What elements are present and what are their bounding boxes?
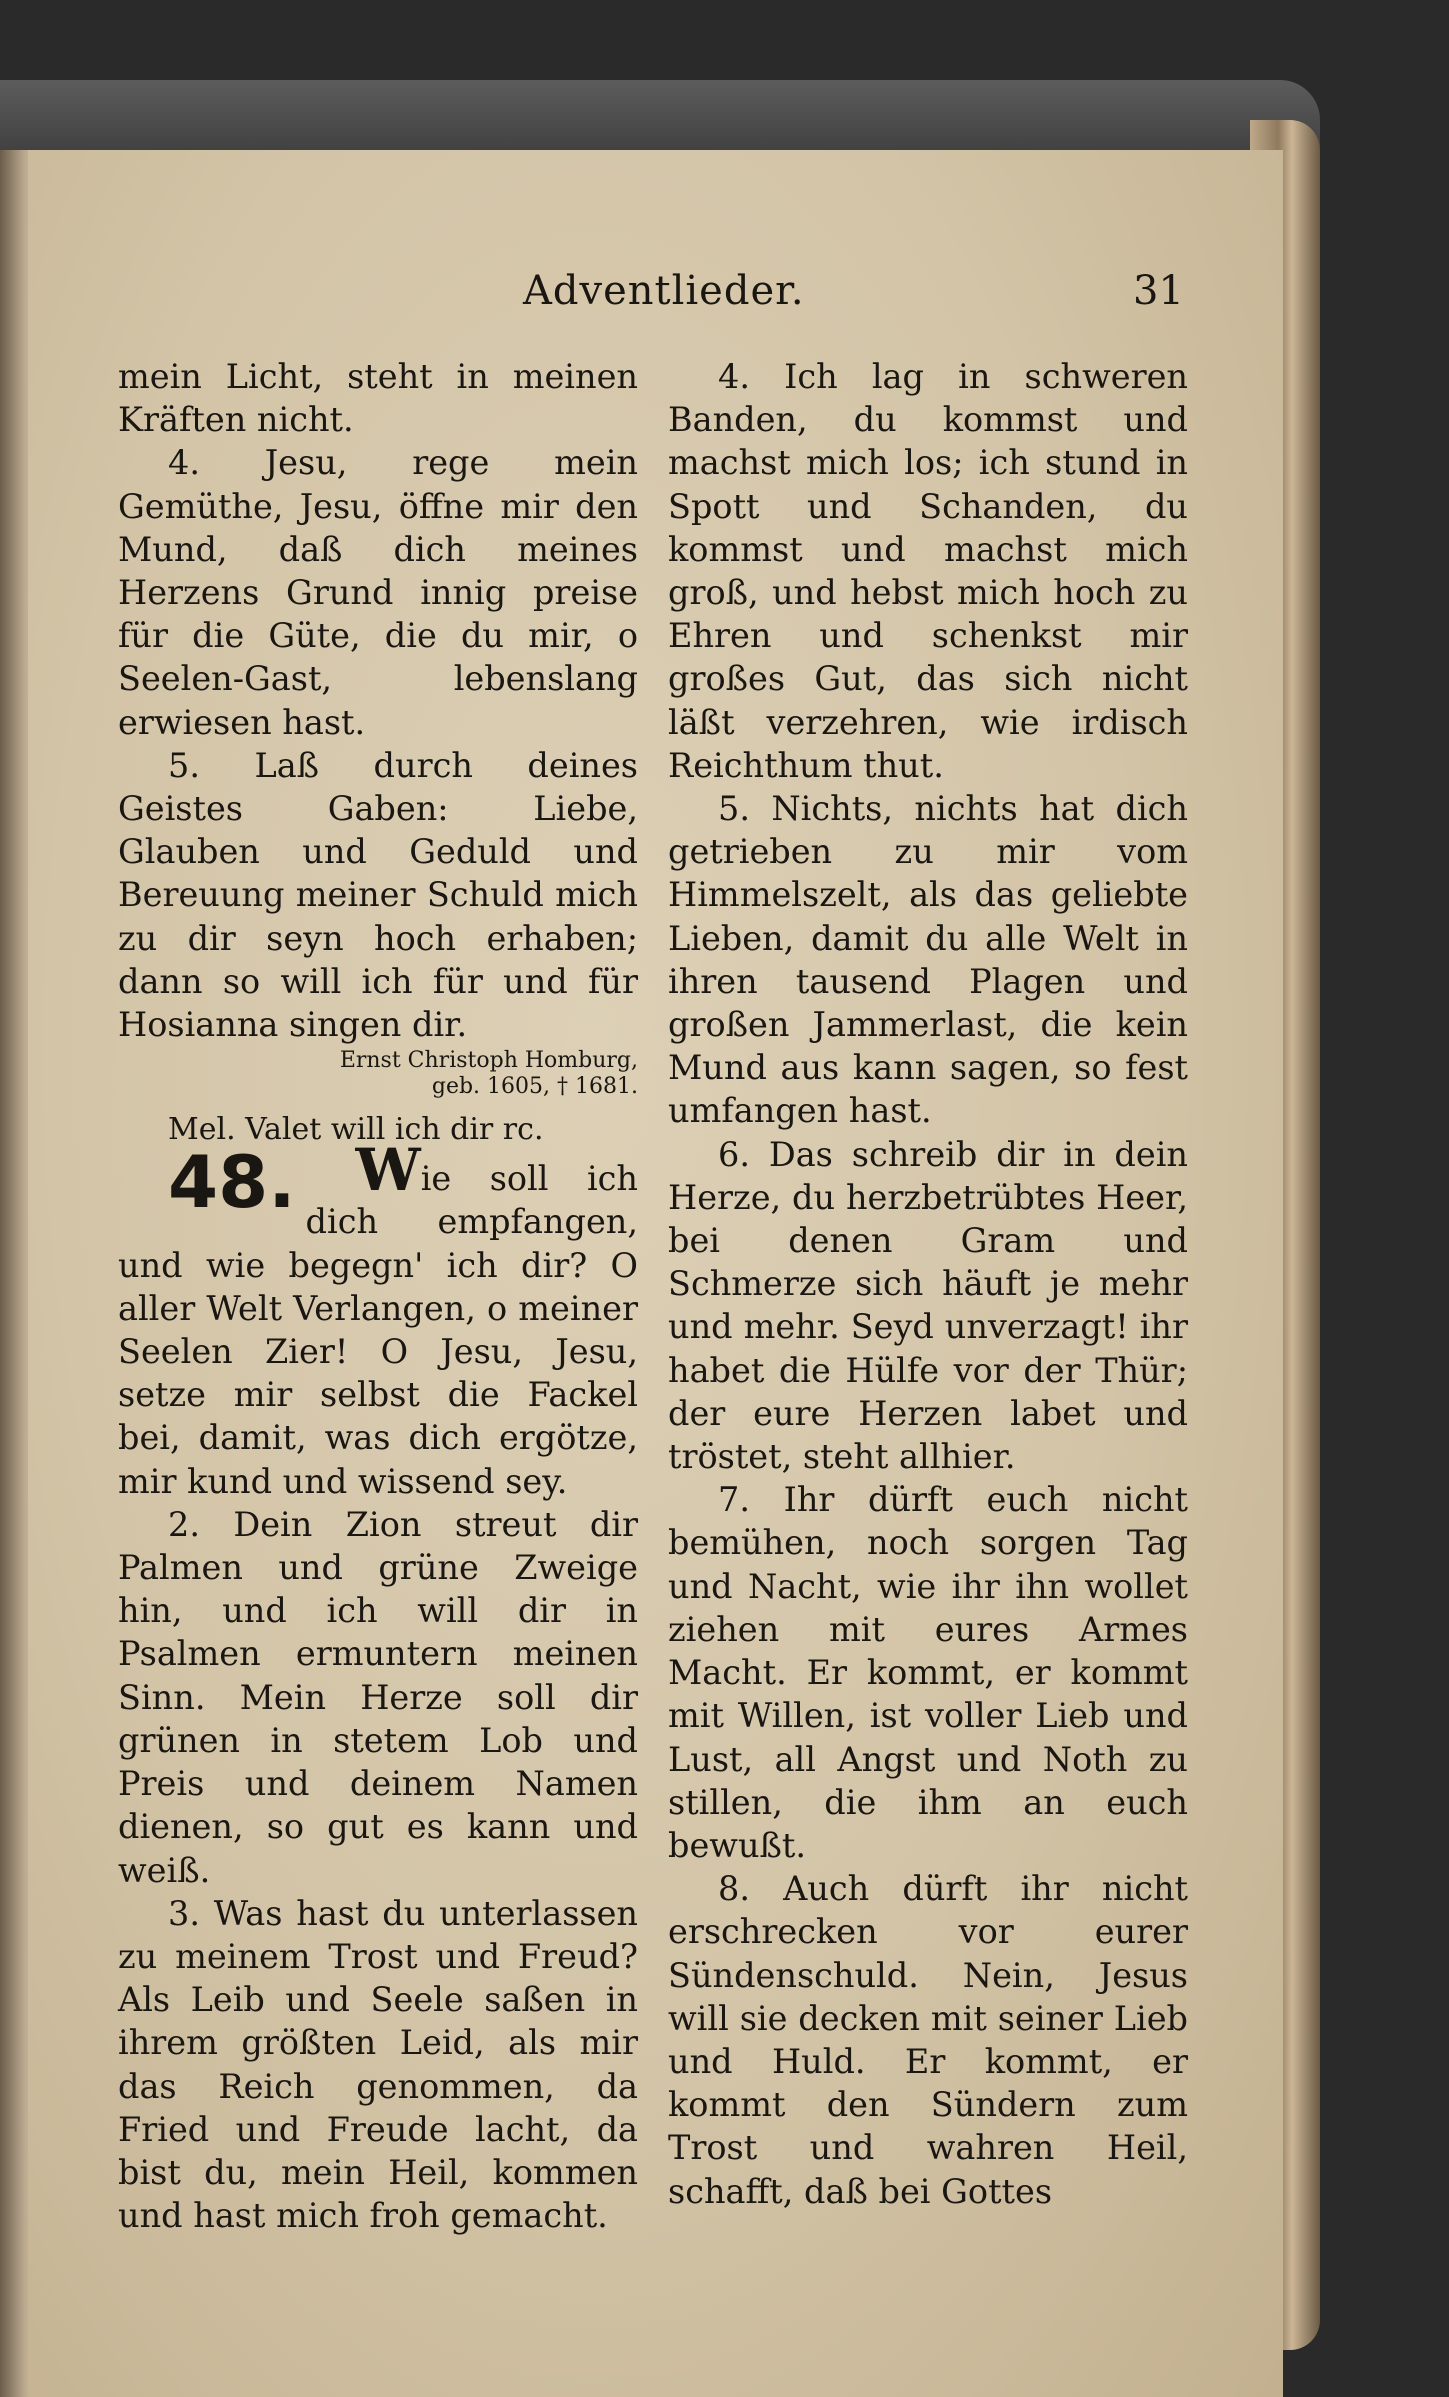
book-page (28, 150, 1283, 2397)
page-number: 31 (1133, 268, 1184, 314)
hymn-48-verse-3: 3. Was hast du unterlassen zu meinem Trost und Freud? Als Leib und Seele saßen in ihrem größten Leid, als mir das Reich genommen, da Fried und Freude lacht, da bist du, mein Heil, kommen und hast mich froh gemacht. (118, 1893, 638, 2236)
hymn-48-verse-5: 5. Nichts, nichts hat dich getrieben zu mir vom Himmelszelt, als das geliebte Lieben, damit du alle Welt in ihren tausend Plagen und großen Jammerlast, die kein Mund aus kann sagen, so fest umfangen hast. (668, 789, 1188, 1131)
hymn-48-verse-1 (118, 1136, 638, 1503)
author-dates: geb. 1605, † 1681. (431, 1074, 638, 1100)
verse-continuation: mein Licht, steht in meinen Kräften nicht. (118, 357, 638, 440)
page-header (28, 268, 1283, 328)
drop-cap: W (355, 1136, 421, 1205)
left-column (118, 355, 638, 2237)
hymn-48-verse-4: 4. Ich lag in schweren Banden, du kommst und machst mich los; ich stund in Spott und Schanden, du kommst und machst mich groß, und hebst mich hoch zu Ehren und schenkst mir großes Gut, das sich nicht läßt verzehren, wie irdisch Reichthum thut. (668, 357, 1188, 785)
verse-5: 5. Laß durch deines Geistes Gaben: Liebe, Glauben und Geduld und Bereuung meiner Schuld mich zu dir seyn hoch erhaben; dann so will ich für und für Hosianna singen dir. (118, 745, 638, 1045)
hymn-48-verse-7: 7. Ihr dürft euch nicht bemühen, noch sorgen Tag und Nacht, wie ihr ihn wollet ziehen mit eures Armes Macht. Er kommt, er kommt mit Willen, ist voller Lieb und Lust, all Angst und Noth zu stillen, die ihm an euch bewußt. (668, 1480, 1188, 1865)
author-credit (118, 1048, 638, 1100)
hymn-48-verse-6: 6. Das schreib dir in dein Herze, du herzbetrübtes Heer, bei denen Gram und Schmerze sich häuft je mehr und mehr. Seyd unverzagt! ihr habet die Hülfe vor der Thür; der eure Herzen labet und tröstet, steht allhier. (668, 1134, 1188, 1477)
hymn-48-verse-8: 8. Auch dürft ihr nicht erschrecken vor eurer Sündenschuld. Nein, Jesus will sie decken mit seiner Lieb und Huld. Er kommt, er kommt den Sündern zum Trost und wahren Heil, schafft, daß bei Gottes (668, 1869, 1188, 2211)
right-column (668, 355, 1188, 2213)
running-title: Adventlieder. (523, 268, 805, 314)
melody-line: Mel. Valet will ich dir rc. (168, 1112, 544, 1148)
verse-4: 4. Jesu, rege mein Gemüthe, Jesu, öffne mir den Mund, daß dich meines Herzens Grund innig preise für die Güte, die du mir, o Seelen-Gast, lebenslang erwiesen hast. (118, 443, 638, 742)
hymn-text: ie soll ich dich empfangen, und wie begegn' ich dir? O aller Welt Verlangen, o meiner Seelen Zier! O Jesu, Jesu, setze mir selbst die Fackel bei, damit, was dich ergötze, mir kund und wissend sey. (118, 1159, 638, 1501)
author-name: Ernst Christoph Homburg, (339, 1048, 638, 1074)
hymn-48-verse-2: 2. Dein Zion streut dir Palmen und grüne Zweige hin, und ich will dir in Psalmen ermuntern meinen Sinn. Mein Herze soll dir grünen in stetem Lob und Preis und deinem Namen dienen, so gut es kann und weiß. (118, 1504, 638, 1890)
hymn-number: 48. (168, 1140, 296, 1225)
